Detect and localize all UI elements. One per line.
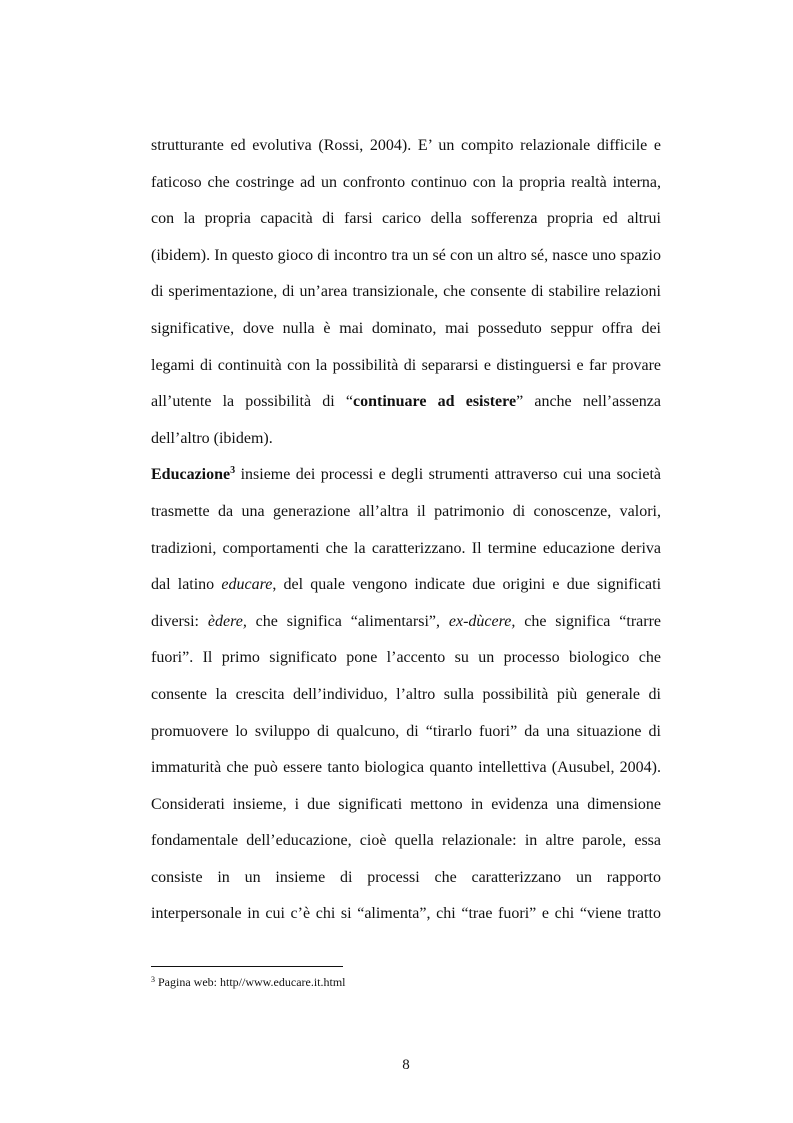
text-line-13 bbox=[151, 567, 661, 604]
footnote-number: 3 bbox=[151, 975, 155, 984]
emphasis-continuare-ad-esistere: continuare ad esistere bbox=[352, 393, 517, 411]
text-line-12: tradizioni, comportamenti che la caratterizzano. Il termine educazione deriva bbox=[151, 539, 661, 557]
footnote bbox=[151, 975, 661, 990]
text-line-14-part-1: diversi: bbox=[151, 612, 208, 630]
text-line-13-start: dal latino bbox=[151, 576, 222, 594]
text-line-10-rest: insieme dei processi e degli strumenti attraverso cui una società bbox=[235, 466, 661, 484]
text-line-18: immaturità che può essere tanto biologica quanto intellettiva (Ausubel, 2004). bbox=[151, 759, 661, 777]
text-line-14 bbox=[151, 604, 661, 641]
footnote-text: Pagina web: http//www.educare.it.html bbox=[155, 975, 346, 989]
text-line-13-end: , del quale vengono indicate due origini e due significati bbox=[272, 576, 662, 594]
text-line-4: (ibidem). In questo gioco di incontro tra un sé con un altro sé, nasce uno spazio bbox=[151, 246, 661, 264]
footnote-reference: 3 bbox=[230, 465, 236, 477]
page-number: 8 bbox=[402, 1057, 410, 1073]
text-line-10 bbox=[151, 457, 661, 494]
text-line-1: strutturante ed evolutiva (Rossi, 2004). E’ un compito relazionale difficile e bbox=[151, 137, 661, 154]
text-line-14-part-2: che significa “alimentarsi”, bbox=[246, 612, 449, 630]
footnote-separator bbox=[151, 966, 343, 967]
body-text bbox=[151, 128, 661, 933]
text-line-8-start: all’utente la possibilità di “ bbox=[151, 393, 353, 411]
text-line-16: consente la crescita dell’individuo, l’altro sulla possibilità più generale di bbox=[151, 685, 661, 703]
text-line-19: Considerati insieme, i due significati mettono in evidenza una dimensione bbox=[151, 795, 661, 813]
text-line-20: fondamentale dell’educazione, cioè quella relazionale: in altre parole, essa bbox=[151, 832, 661, 850]
text-line-5: di sperimentazione, di un’area transizionale, che consente di stabilire relazioni bbox=[151, 283, 661, 301]
text-line-2: faticoso che costringe ad un confronto continuo con la propria realtà interna, bbox=[151, 173, 661, 191]
text-line-8 bbox=[151, 384, 661, 421]
text-line-17: promuovere lo sviluppo di qualcuno, di “tirarlo fuori” da una situazione di bbox=[151, 722, 661, 740]
text-line-14-part-3: che significa “trarre bbox=[515, 612, 662, 630]
text-line-22: interpersonale in cui c’è chi si “alimenta”, chi “trae fuori” e chi “viene tratto bbox=[151, 905, 661, 923]
text-line-15: fuori”. Il primo significato pone l’accento su un processo biologico che bbox=[151, 649, 661, 667]
term-educazione: Educazione bbox=[151, 466, 231, 484]
text-line-9: dell’altro (ibidem). bbox=[151, 429, 273, 447]
italic-educare: educare bbox=[221, 576, 273, 594]
italic-ex-ducere: ex-dùcere, bbox=[448, 612, 516, 630]
text-line-8-end: ” anche nell’assenza bbox=[516, 393, 661, 411]
text-line-3: con la propria capacità di farsi carico della sofferenza propria ed altrui bbox=[151, 210, 661, 228]
text-line-21: consiste in un insieme di processi che caratterizzano un rapporto bbox=[151, 868, 661, 886]
text-line-7: legami di continuità con la possibilità di separarsi e distinguersi e far provare bbox=[151, 356, 661, 374]
text-line-11: trasmette da una generazione all’altra il patrimonio di conoscenze, valori, bbox=[151, 502, 661, 520]
text-line-6: significative, dove nulla è mai dominato, mai posseduto seppur offra dei bbox=[151, 319, 661, 337]
italic-edere: èdere, bbox=[207, 612, 247, 630]
